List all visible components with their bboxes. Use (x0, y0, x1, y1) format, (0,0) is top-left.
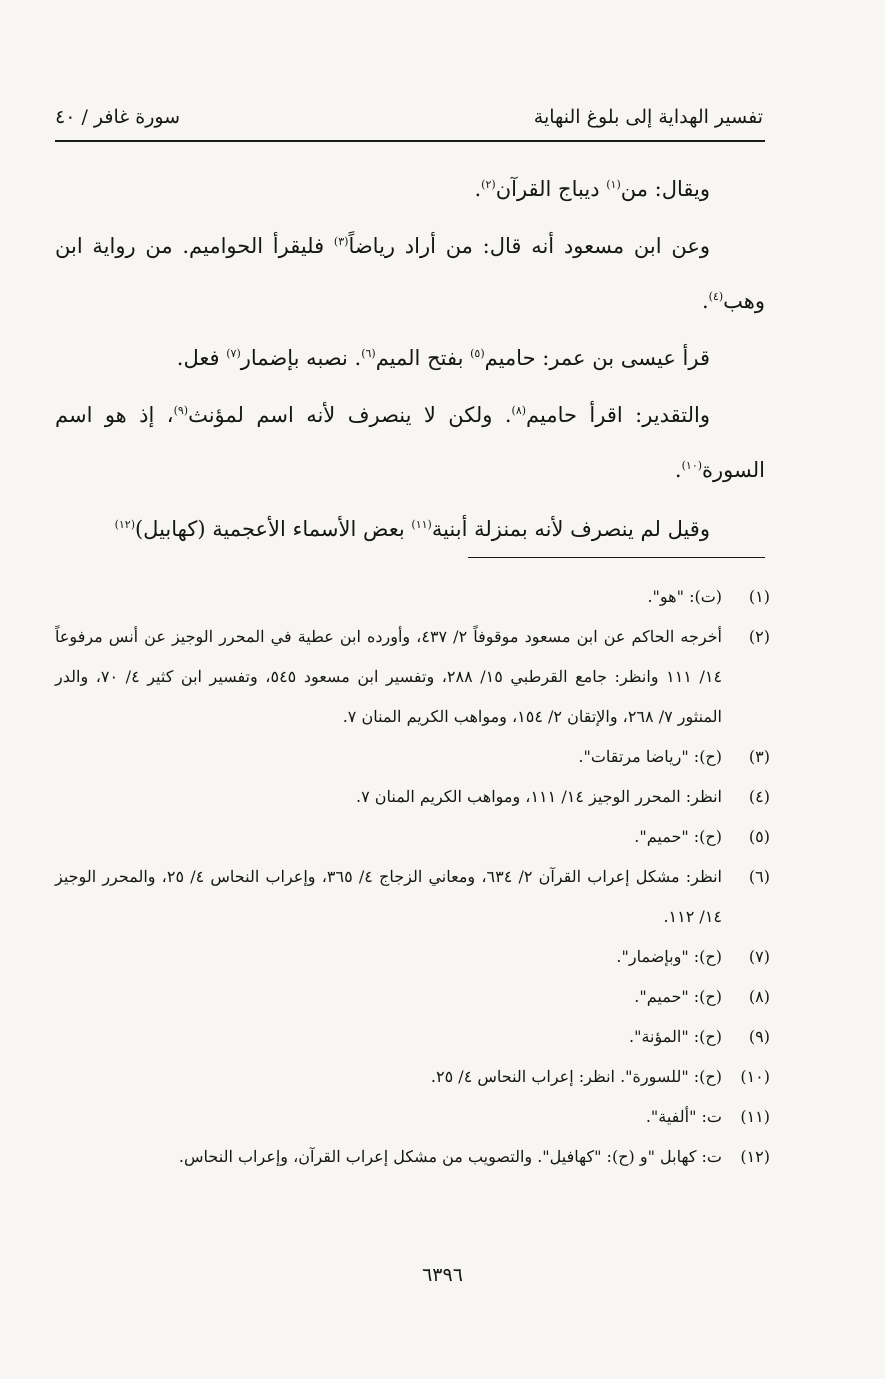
footnote (55, 1057, 770, 1097)
footnote-number: (٥) (748, 827, 770, 846)
footnote-number: (١٢) (740, 1147, 770, 1166)
footnote (55, 977, 770, 1017)
footnote-number: (٩) (748, 1027, 770, 1046)
footnote-ref-10: (١٠) (681, 459, 703, 472)
footnote-text: ت: "ألفية". (645, 1107, 722, 1126)
footnote-text: أخرجه الحاكم عن ابن مسعود موقوفاً ٢/ ٤٣٧، وأورده ابن عطية في المحرر الوجيز عن أنس مرفوعاً ١٤/ ١١١ وانظر: جامع القرطبي ١٥/ ٢٨٨، وتفسير ابن مسعود ٥٤٥، وتفسير ابن كثير ٤/ ٧٠، والدر المنثور ٧/ ٢٦٨، والإتقان ٢/ ١٥٤، ومواهب الكريم المنان ٧. (55, 627, 723, 726)
footnote-ref-11: (١١) (411, 518, 432, 531)
footnote-ref-2: (٢) (481, 178, 496, 191)
footnote-text: (ح): "رياضا مرتقات". (578, 747, 722, 766)
footnote (55, 1137, 770, 1177)
footnote (55, 817, 770, 857)
paragraph-1: ويقال: من$^{(١)}$ ديباج القرآن$^{(٢)}$. (474, 177, 710, 201)
footnote-text: (ح): "حميم". (634, 987, 722, 1006)
footnote-ref-6: (٦) (361, 347, 376, 360)
footnote-ref-4: (٤) (708, 290, 724, 303)
footnote (55, 1097, 770, 1137)
paragraph-2: وعن ابن مسعود أنه قال: من أراد رياضاً$^{(٣)}$ فليقرأ الحواميم. من رواية ابن وهب$^{(٤)}$. (55, 234, 765, 313)
header-rule (55, 140, 765, 142)
footnote-text: (ح): "للسورة". انظر: إعراب النحاس ٤/ ٢٥. (430, 1067, 722, 1086)
footnote-number: (٧) (748, 947, 770, 966)
footnote-rule (468, 557, 765, 558)
footnote-number: (١١) (740, 1107, 770, 1126)
footnote-number: (٣) (748, 747, 770, 766)
footnote-text: (ح): "حميم". (634, 827, 722, 846)
footnote (55, 617, 770, 737)
footnote-ref-12: (١٢) (114, 518, 135, 531)
footnote-number: (٤) (748, 787, 770, 806)
footnote-number: (١) (748, 587, 770, 606)
footnote-ref-9: (٩) (173, 404, 189, 417)
footnote-text: انظر: مشكل إعراب القرآن ٢/ ٦٣٤، ومعاني الزجاج ٤/ ٣٦٥، وإعراب النحاس ٤/ ٢٥، والمحرر الوجيز ١٤/ ١١٢. (55, 867, 723, 926)
paragraph-3: قرأ عيسى بن عمر: حاميم$^{(٥)}$ بفتح الميم$^{(٦)}$. نصبه بإضمار$^{(٧)}$ فعل. (176, 346, 710, 370)
footnote-ref-3: (٣) (333, 235, 349, 248)
footnote (55, 857, 770, 937)
book-title: تفسير الهداية إلى بلوغ النهاية (533, 106, 763, 128)
footnote-text: (ت): "هو". (647, 587, 722, 606)
running-header (55, 100, 763, 140)
footnote-number: (١٠) (740, 1067, 770, 1086)
surah-label: سورة غافر / ٤٠ (55, 106, 181, 128)
footnote-ref-1: (١) (606, 178, 621, 191)
footnote-number: (٦) (748, 867, 770, 886)
footnote-ref-7: (٧) (226, 347, 241, 360)
footnote (55, 737, 770, 777)
paragraph-4: والتقدير: اقرأ حاميم$^{(٨)}$. ولكن لا ينصرف لأنه اسم لمؤنث$^{(٩)}$، إذ هو اسم السورة$^{(١٠)}$. (55, 403, 765, 482)
paragraph-5: وقيل لم ينصرف لأنه بمنزلة أبنية$^{(١١)}$ بعض الأسماء الأعجمية (كهابيل)$^{(١٢)}$ (114, 517, 710, 541)
footnote-text: (ح): "وبإضمار". (616, 947, 722, 966)
footnotes (55, 577, 770, 1177)
footnote (55, 777, 770, 817)
footnote-text: انظر: المحرر الوجيز ١٤/ ١١١، ومواهب الكريم المنان ٧. (355, 787, 722, 806)
footnote (55, 937, 770, 977)
footnote-text: (ح): "المؤنة". (629, 1027, 722, 1046)
footnote-number: (٨) (748, 987, 770, 1006)
footnote-text: ت: كهابل "و (ح): "كهافيل". والتصويب من مشكل إعراب القرآن، وإعراب النحاس. (178, 1147, 722, 1166)
footnote-ref-8: (٨) (511, 404, 527, 417)
footnote-ref-5: (٥) (470, 347, 485, 360)
footnote (55, 577, 770, 617)
footnote (55, 1017, 770, 1057)
footnote-number: (٢) (748, 627, 770, 646)
page-number: ٦٣٩٦ (422, 1264, 463, 1286)
main-text (55, 162, 765, 557)
